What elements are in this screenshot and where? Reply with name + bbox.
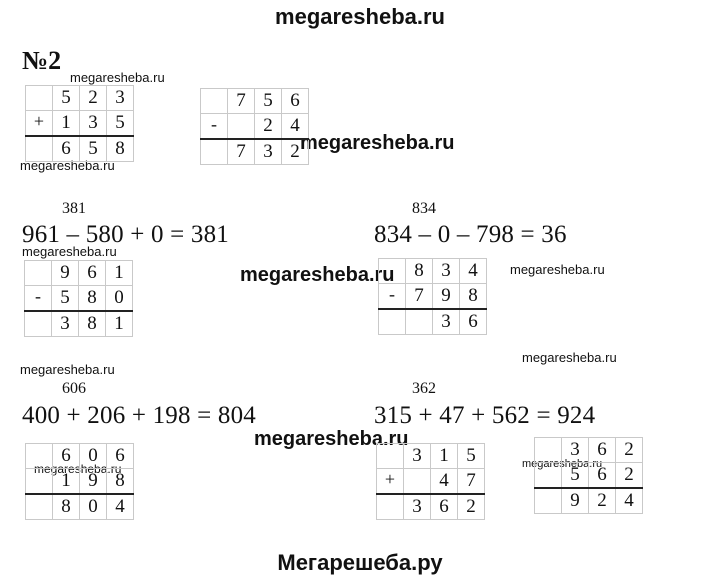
grid-cell: 2 [616, 463, 643, 489]
grid-cell: 3 [52, 311, 79, 337]
grid-cell: 1 [106, 261, 133, 286]
grid-cell: 3 [404, 444, 431, 469]
grid-cell: 2 [282, 139, 309, 165]
grid-cell: 0 [80, 494, 107, 520]
grid-cell: 1 [106, 311, 133, 337]
grid-cell: 7 [458, 469, 485, 495]
grid-cell [201, 89, 228, 114]
grid-cell [406, 309, 433, 335]
intermediate-result: 362 [412, 380, 436, 397]
grid-cell: 6 [107, 444, 134, 469]
grid-cell: 3 [562, 438, 589, 463]
grid-cell [228, 114, 255, 140]
grid-cell: 6 [431, 494, 458, 520]
grid-cell: 2 [458, 494, 485, 520]
watermark-bold: megaresheba.ru [300, 132, 455, 154]
operator-sign [535, 463, 562, 489]
watermark: megaresheba.ru [522, 350, 617, 365]
watermark: megaresheba.ru [20, 158, 115, 173]
column-addition-1 [25, 85, 134, 162]
grid-cell: 9 [433, 284, 460, 310]
grid-cell [535, 488, 562, 514]
grid-cell: 4 [616, 488, 643, 514]
grid-cell: 5 [562, 463, 589, 489]
column-addition-3 [376, 443, 485, 520]
grid-cell: 4 [107, 494, 134, 520]
operator-sign: + [26, 111, 53, 137]
operator-sign: - [201, 114, 228, 140]
grid-cell [25, 311, 52, 337]
expression: 400 + 206 + 198 = 804 [22, 402, 256, 429]
grid-cell: 4 [431, 469, 458, 495]
expression: 834 – 0 – 798 = 36 [374, 221, 567, 248]
grid-cell: 8 [79, 286, 106, 312]
watermark: megaresheba.ru [70, 70, 165, 85]
grid-cell: 6 [53, 444, 80, 469]
watermark: megaresheba.ru [22, 244, 117, 259]
grid-cell: 1 [53, 111, 80, 137]
task-number: №2 [22, 46, 62, 75]
grid-cell: 6 [53, 136, 80, 162]
watermark: megaresheba.ru [522, 458, 603, 470]
grid-cell: 3 [404, 494, 431, 520]
grid-cell [377, 444, 404, 469]
intermediate-result: 606 [62, 380, 86, 397]
grid-cell: 9 [52, 261, 79, 286]
grid-cell: 5 [107, 111, 134, 137]
grid-cell [25, 261, 52, 286]
intermediate-result: 834 [412, 200, 436, 217]
grid-cell: 5 [458, 444, 485, 469]
intermediate-result: 381 [62, 200, 86, 217]
watermark: megaresheba.ru [34, 462, 122, 476]
grid-cell: 0 [106, 286, 133, 312]
grid-cell: 3 [107, 86, 134, 111]
column-addition-2 [25, 443, 134, 520]
grid-cell: 5 [52, 286, 79, 312]
grid-cell [201, 139, 228, 165]
grid-cell: 5 [80, 136, 107, 162]
grid-cell: 6 [589, 463, 616, 489]
expression: 961 – 580 + 0 = 381 [22, 221, 229, 248]
grid-cell: 8 [53, 494, 80, 520]
grid-cell: 5 [53, 86, 80, 111]
grid-cell: 1 [53, 469, 80, 495]
grid-cell: 8 [460, 284, 487, 310]
watermark: megaresheba.ru [510, 262, 605, 277]
grid-cell: 9 [562, 488, 589, 514]
column-subtraction-1 [200, 88, 309, 165]
grid-cell: 7 [406, 284, 433, 310]
grid-cell: 7 [228, 89, 255, 114]
grid-cell: 8 [107, 469, 134, 495]
grid-cell: 2 [589, 488, 616, 514]
grid-cell: 6 [282, 89, 309, 114]
grid-cell: 0 [80, 444, 107, 469]
grid-cell: 3 [433, 259, 460, 284]
site-header: megaresheba.ru [275, 4, 445, 29]
site-footer: Мегарешеба.ру [277, 550, 443, 575]
grid-cell: 1 [431, 444, 458, 469]
grid-cell: 2 [255, 114, 282, 140]
operator-sign [26, 469, 53, 495]
expression: 315 + 47 + 562 = 924 [374, 402, 596, 429]
column-subtraction-2 [24, 260, 133, 337]
watermark-bold: megaresheba.ru [240, 264, 395, 286]
grid-cell: 4 [460, 259, 487, 284]
grid-cell: 4 [282, 114, 309, 140]
grid-cell [26, 494, 53, 520]
grid-cell: 3 [433, 309, 460, 335]
grid-cell: 7 [228, 139, 255, 165]
watermark-bold: megaresheba.ru [254, 428, 409, 450]
grid-cell: 2 [80, 86, 107, 111]
grid-cell: 6 [589, 438, 616, 463]
grid-cell: 8 [107, 136, 134, 162]
operator-sign: + [377, 469, 404, 495]
grid-cell: 3 [80, 111, 107, 137]
grid-cell: 8 [406, 259, 433, 284]
grid-cell [404, 469, 431, 495]
grid-cell [26, 444, 53, 469]
watermark: megaresheba.ru [20, 362, 115, 377]
operator-sign: - [25, 286, 52, 312]
grid-cell: 9 [80, 469, 107, 495]
column-subtraction-3 [378, 258, 487, 335]
grid-cell: 6 [460, 309, 487, 335]
operator-sign: - [379, 284, 406, 310]
grid-cell: 8 [79, 311, 106, 337]
grid-cell [377, 494, 404, 520]
column-addition-4 [534, 437, 643, 514]
grid-cell: 5 [255, 89, 282, 114]
grid-cell: 3 [255, 139, 282, 165]
grid-cell [26, 86, 53, 111]
grid-cell [379, 259, 406, 284]
grid-cell [535, 438, 562, 463]
grid-cell [379, 309, 406, 335]
grid-cell: 2 [616, 438, 643, 463]
grid-cell [26, 136, 53, 162]
grid-cell: 6 [79, 261, 106, 286]
